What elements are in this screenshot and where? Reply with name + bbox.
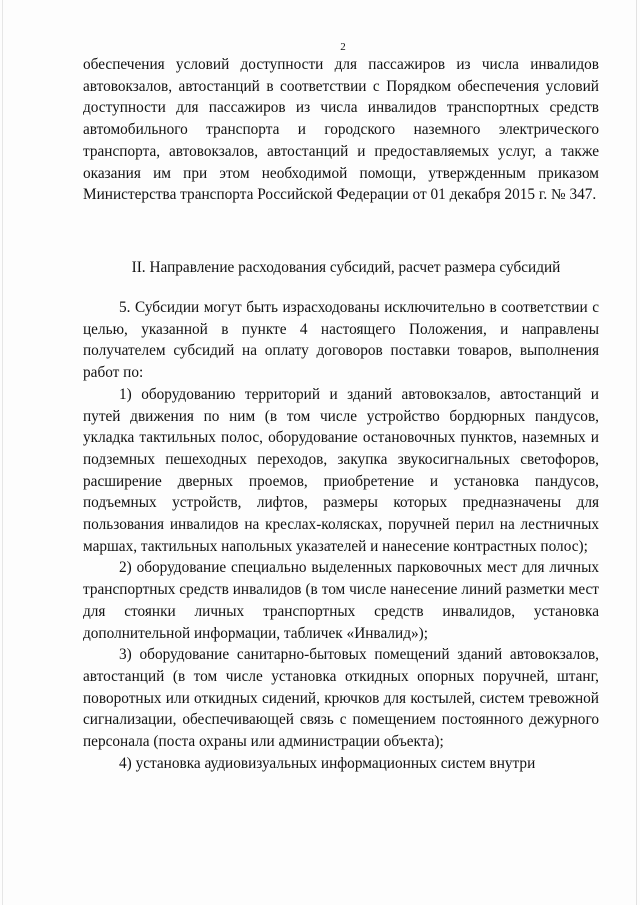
page-edge-left [2, 0, 3, 905]
intro-paragraph-block [83, 54, 599, 206]
page-edge-right [636, 0, 637, 905]
body-paragraphs [83, 297, 599, 774]
paragraph-item-5: 5. Субсидии могут быть израсходованы исключительно в соответствии с целью, указанной в пункте 4 настоящего Положения, и направлены получателем субсидий на оплату договоров поставки товаров, выполнения работ по: [83, 299, 599, 382]
intro-paragraph: обеспечения условий доступности для пассажиров из числа инвалидов автовокзалов, автостанций в соответствии с Порядком обеспечения условий доступности для пассажиров из числа инвалидов транспортных средств автомобильного транспорта и городского наземного электрического транспорта, автовокзалов, автостанций и предоставляемых услуг, а также оказания им при этом необходимой помощи, утвержденным приказом Министерства транспорта Российской Федерации от 01 декабря 2015 г. № 347. [83, 56, 599, 204]
section-heading: II. Направление расходования субсидий, расчет размера субсидий [131, 259, 561, 276]
paragraph-subitem-4: 4) установка аудиовизуальных информационных систем внутри [119, 754, 536, 772]
paragraph-subitem-1: 1) оборудованию территорий и зданий автовокзалов, автостанций и путей движения по ним (в том числе устройство бордюрных пандусов, укладка тактильных полос, оборудование остановочных пунктов, наземных и подземных пешеходных переходов, закупка звукосигнальных светофоров, расширение дверных проемов, приобретение и установка пандусов, подъемных устройств, лифтов, размеры которых предназначены для пользования инвалидов на креслах-колясках, поручней перил на лестничных маршах, тактильных напольных указателей и нанесение контрастных полос); [83, 385, 599, 555]
paragraph-subitem-3: 3) оборудование санитарно-бытовых помещений зданий автовокзалов, автостанций (в том числе установка откидных опорных поручней, штанг, поворотных или откидных сидений, крючков для костылей, систем тревожной сигнализации, обеспечивающей связь с помещением постоянного дежурного персонала (поста охраны или администрации объекта); [83, 646, 599, 751]
page-number: 2 [340, 41, 346, 53]
paragraph-subitem-2: 2) оборудование специально выделенных парковочных мест для личных транспортных средств инвалидов (в том числе нанесение линий разметки мест для стоянки личных транспортных средств инвалидов, установка дополнительной информации, табличек «Инвалид»); [83, 559, 599, 642]
